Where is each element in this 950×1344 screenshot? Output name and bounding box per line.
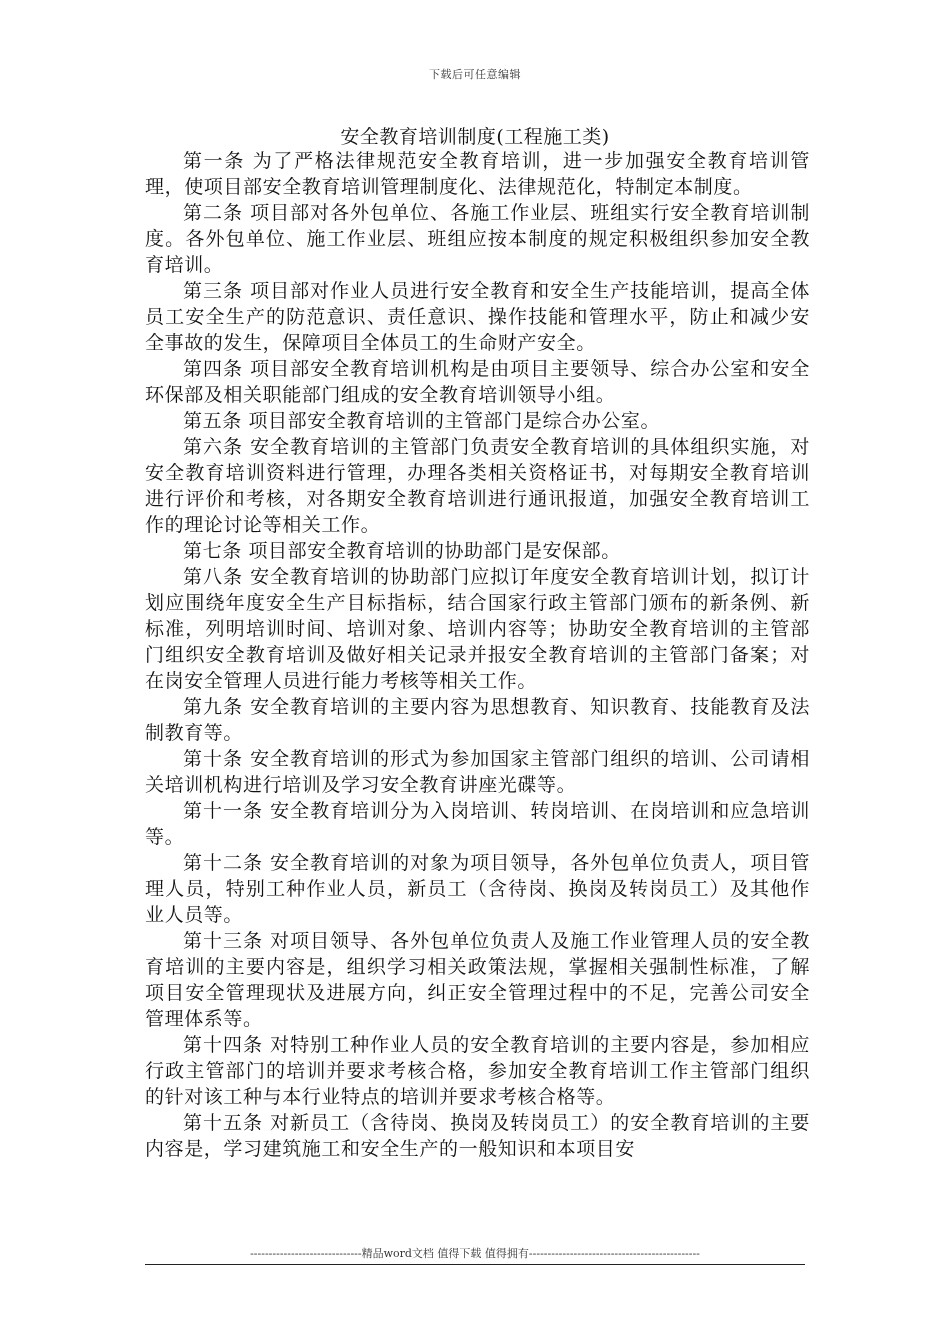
article-4: 第四条 项目部安全教育培训机构是由项目主要领导、综合办公室和安全环保部及相关职能部门组成的安全教育培训领导小组。 [145,358,810,406]
article-14: 第十四条 对特别工种作业人员的安全教育培训的主要内容是，参加相应行政主管部门的培训并要求考核合格，参加安全教育培训工作主管部门组织的针对该工种与本行业特点的培训并要求考核合格等。 [145,1034,810,1108]
document-body [145,148,810,1162]
article-7: 第七条 项目部安全教育培训的协助部门是安保部。 [183,540,621,562]
document-title: 安全教育培训制度(工程施工类) [340,126,610,148]
article-15: 第十五条 对新员工（含待岗、换岗及转岗员工）的安全教育培训的主要内容是，学习建筑施工和安全生产的一般知识和本项目安 [145,1112,810,1160]
footer-divider [145,1264,805,1265]
article-3: 第三条 项目部对作业人员进行安全教育和安全生产技能培训，提高全体员工安全生产的防范意识、责任意识、操作技能和管理水平，防止和减少安全事故的发生，保障项目全体员工的生命财产安全。 [145,280,810,354]
article-2: 第二条 项目部对各外包单位、各施工作业层、班组实行安全教育培训制度。各外包单位、施工作业层、班组应按本制度的规定积极组织参加安全教育培训。 [145,202,810,276]
article-8: 第八条 安全教育培训的协助部门应拟订年度安全教育培训计划，拟订计划应围绕年度安全生产目标指标，结合国家行政主管部门颁布的新条例、新标准，列明培训时间、培训对象、培训内容等；协助安全教育培训的主管部门组织安全教育培训及做好相关记录并报安全教育培训的主管部门备案；对在岗安全管理人员进行能力考核等相关工作。 [145,566,810,692]
article-6: 第六条 安全教育培训的主管部门负责安全教育培训的具体组织实施，对安全教育培训资料进行管理，办理各类相关资格证书，对每期安全教育培训进行评价和考核，对各期安全教育培训进行通讯报道，加强安全教育培训工作的理论讨论等相关工作。 [145,436,810,536]
header-note: 下载后可任意编辑 [429,68,521,81]
article-10: 第十条 安全教育培训的形式为参加国家主管部门组织的培训、公司请相关培训机构进行培训及学习安全教育讲座光碟等。 [145,748,810,796]
article-12: 第十二条 安全教育培训的对象为项目领导，各外包单位负责人，项目管理人员，特别工种作业人员，新员工（含待岗、换岗及转岗员工）及其他作业人员等。 [145,852,810,926]
footer-note: ------------------------------精品word文档 值得下载 值得拥有---------------------------------------------- [250,1247,700,1260]
article-11: 第十一条 安全教育培训分为入岗培训、转岗培训、在岗培训和应急培训等。 [145,800,810,848]
article-9: 第九条 安全教育培训的主要内容为思想教育、知识教育、技能教育及法制教育等。 [145,696,810,744]
article-1: 第一条 为了严格法律规范安全教育培训，进一步加强安全教育培训管理，使项目部安全教育培训管理制度化、法律规范化，特制定本制度。 [145,150,810,198]
article-13: 第十三条 对项目领导、各外包单位负责人及施工作业管理人员的安全教育培训的主要内容是，组织学习相关政策法规，掌握相关强制性标准，了解项目安全管理现状及进展方向，纠正安全管理过程中的不足，完善公司安全管理体系等。 [145,930,810,1030]
article-5: 第五条 项目部安全教育培训的主管部门是综合办公室。 [183,410,661,432]
